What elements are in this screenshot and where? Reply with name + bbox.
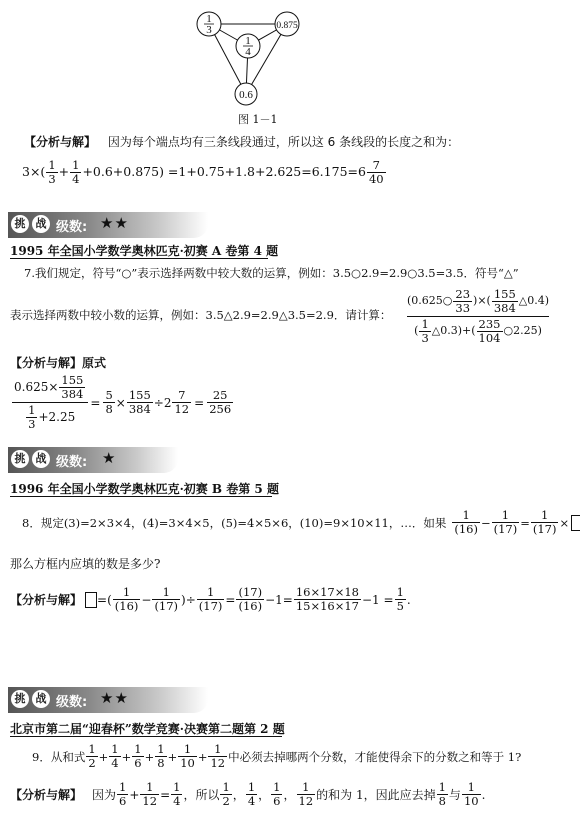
level-stars: ★★	[100, 689, 129, 707]
plus-sign: +	[167, 749, 178, 764]
node3-den: 4	[245, 46, 251, 58]
equation-1: 3×( $\frac{1}{3}$ + $\frac{1}{4}$ +0.6+0.875) =1+0.75+1.8+2.625=6.175=6 $\frac{7}{40}$	[22, 158, 384, 186]
node4-value: 0.6	[239, 89, 253, 101]
source-beijing: 北京市第二届“迎春杯”数学竞赛·决赛第二题第 2 题	[10, 722, 285, 736]
analysis-label-8: 【分析与解】	[10, 593, 83, 607]
node2-value: 0.875	[276, 21, 298, 31]
challenge-banner-1	[8, 212, 208, 238]
figure-caption: 图 1－1	[238, 113, 278, 126]
problem7-line2: 表示选择两数中较小数的运算，例如：3.5△2.9=2.9△3.5=2.9．请计算：	[10, 308, 392, 322]
challenge-banner-3	[8, 687, 208, 713]
answer-box	[571, 515, 580, 531]
problem7-answer: 0.625× $\frac{155}{384}$ $\frac{1}{3}$ +2.25 = $\frac{5}{8}$ × $\frac{155}{384}$ ÷2 $\frac{7}{12}$ = $\frac{25}{256}$	[14, 373, 232, 431]
problem7-line1: 7.我们规定，符号“○”表示选择两数中较大数的运算，例如：3.5○2.9=2.9○3.5=3.5．符号“△”	[24, 266, 519, 280]
badge-tiao: 挑	[11, 215, 29, 233]
node1-num: 1	[206, 13, 212, 25]
sum-term: $\frac{1}{4}$	[111, 742, 119, 770]
badge-tiao: 挑	[11, 450, 29, 468]
challenge-banner-2	[8, 447, 178, 473]
sum-term: $\frac{1}{10}$	[180, 742, 195, 770]
plus-sign: +	[144, 749, 155, 764]
problem8-statement: 8．规定(3)=2×3×4，(4)=3×4×5，(5)=4×5×6，(10)=9×10×11，…．如果 $\frac{1}{(16)}$ − $\frac{1}{(17)}$ = $\frac{1}{(17)}$ ×	[22, 509, 580, 536]
problem8-answer: 【分析与解】 =( $\frac{1}{(16)}$ − $\frac{1}{(17)}$ )÷ $\frac{1}{(17)}$ = $\frac{(17)}{(16)}$ −1= $\frac{16\times 17\times 18}{15\times 16\times 17}$ −1 = $\frac{1}{5}$ .	[10, 585, 411, 613]
source-1995: 1995 年全国小学数学奥林匹克·初赛 A 卷第 4 题	[10, 244, 279, 258]
badge-zhan: 战	[32, 450, 50, 468]
problem9-answer: 【分析与解】 因为 $\frac{1}{6}$ + $\frac{1}{12}$ = $\frac{1}{4}$ ，所以 $\frac{1}{2}$ ， $\frac{1}{4}$ ， $\frac{1}{6}$ ， $\frac{1}{12}$ 的和为 1，因此应去掉 $\frac{1}{8}$ 与 $\frac{1}{10}$ .	[10, 780, 486, 808]
analysis-text-1: 因为每个端点均有三条线段通过，所以这 6 条线段的长度之和为：	[107, 135, 460, 149]
problem8-question: 那么方框内应填的数是多少?	[10, 557, 161, 571]
sum-terms	[85, 743, 228, 770]
plus-sign: +	[121, 749, 132, 764]
node1-den: 3	[206, 24, 212, 36]
level-label: 级数:	[56, 695, 88, 710]
badge-tiao: 挑	[11, 690, 29, 708]
problem9-statement: 9．从和式 $\frac{1}{2}$ + $\frac{1}{4}$ + $\frac{1}{6}$ + $\frac{1}{8}$ + $\frac{1}{10}$ + $\frac{1}{12}$ 中必须去掉哪两个分数，才能使得余下的分数之和等于 1?	[32, 742, 522, 770]
level-label: 级数:	[56, 455, 88, 470]
plus-sign: +	[98, 749, 109, 764]
source-1996: 1996 年全国小学数学奥林匹克·初赛 B 卷第 5 题	[10, 482, 279, 496]
node3-num: 1	[245, 35, 251, 47]
badge-zhan: 战	[32, 215, 50, 233]
sum-term: $\frac{1}{12}$	[210, 742, 226, 770]
sum-term: $\frac{1}{6}$	[134, 742, 142, 770]
analysis-label-1: 【分析与解】	[24, 135, 97, 149]
sum-term: $\frac{1}{8}$	[157, 742, 165, 770]
triangle-figure	[188, 6, 308, 106]
box-symbol	[85, 592, 97, 608]
problem7-expression: (0.625○ $\frac{23}{33}$ )×( $\frac{155}{384}$ △0.4) ( $\frac{1}{3}$ △0.3)+( $\frac{235}{104}$ ○2.25)	[407, 286, 550, 345]
level-label: 级数:	[56, 220, 88, 235]
plus-sign: +	[197, 749, 208, 764]
analysis-label-7: 【分析与解】原式	[10, 356, 107, 370]
sum-term: $\frac{1}{2}$	[88, 742, 96, 770]
level-stars: ★★	[100, 214, 129, 232]
analysis-label-9: 【分析与解】	[10, 788, 83, 802]
badge-zhan: 战	[32, 690, 50, 708]
level-star: ★	[102, 449, 117, 467]
